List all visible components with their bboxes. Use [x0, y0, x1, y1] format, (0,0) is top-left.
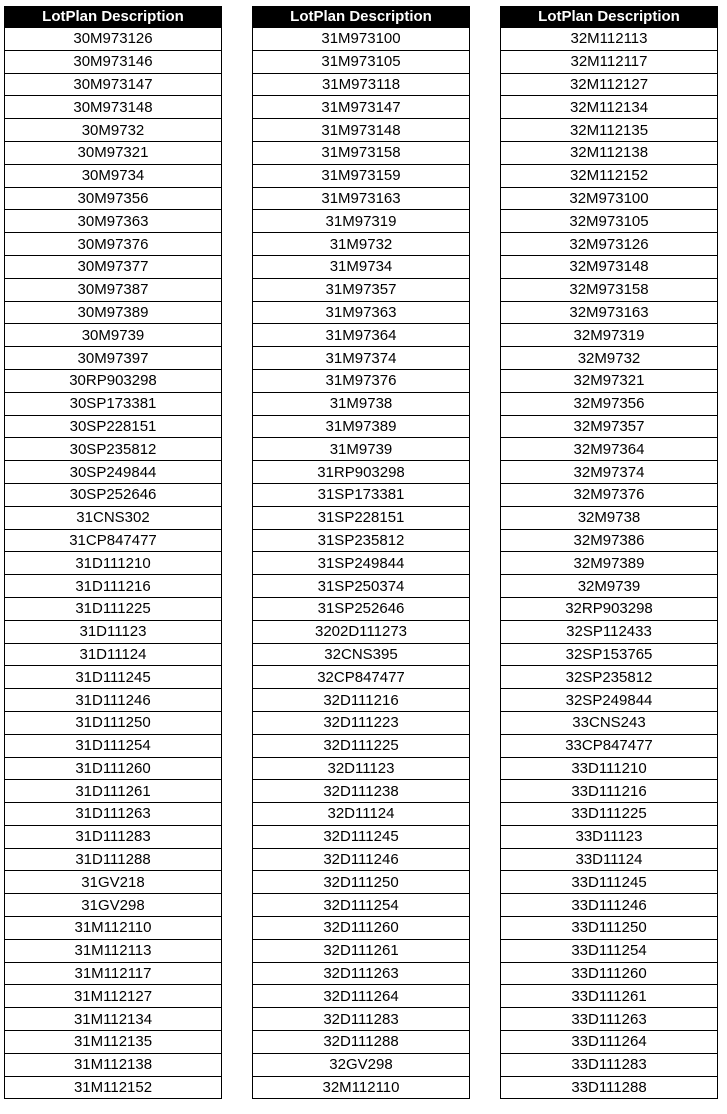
lotplan-cell: 31M112135 — [5, 1031, 222, 1054]
lotplan-cell: 31M973148 — [253, 119, 470, 142]
table-row — [253, 711, 470, 734]
lotplan-cell: 32M97319 — [501, 324, 718, 347]
lotplan-cell: 30M97363 — [5, 210, 222, 233]
lotplan-cell: 30M97397 — [5, 347, 222, 370]
table-row — [5, 187, 222, 210]
lotplan-cell: 32D111254 — [253, 894, 470, 917]
lotplan-cell: 32D111245 — [253, 825, 470, 848]
table-row — [5, 483, 222, 506]
lotplan-cell: 32M97364 — [501, 438, 718, 461]
lotplan-cell: 31D111250 — [5, 711, 222, 734]
table-row — [501, 575, 718, 598]
lotplan-cell: 31GV298 — [5, 894, 222, 917]
lotplan-cell: 31M97363 — [253, 301, 470, 324]
lotplan-cell: 33D111283 — [501, 1053, 718, 1076]
lotplan-cell: 31M112127 — [5, 985, 222, 1008]
lotplan-cell: 32SP235812 — [501, 666, 718, 689]
lotplan-cell: 30M973147 — [5, 73, 222, 96]
table-row — [253, 597, 470, 620]
lotplan-cell: 31D111210 — [5, 552, 222, 575]
lotplan-cell: 32M973163 — [501, 301, 718, 324]
lotplan-cell: 33D111254 — [501, 939, 718, 962]
table-row — [5, 825, 222, 848]
lotplan-cell: 32M973158 — [501, 278, 718, 301]
table-row — [253, 483, 470, 506]
table-row — [5, 529, 222, 552]
table-row — [501, 461, 718, 484]
table-row — [501, 187, 718, 210]
table-row — [253, 461, 470, 484]
lotplan-cell: 32M97386 — [501, 529, 718, 552]
table-row — [501, 1031, 718, 1054]
lotplan-cell: 31D111288 — [5, 848, 222, 871]
table-row — [5, 278, 222, 301]
lotplan-cell: 32M97389 — [501, 552, 718, 575]
lotplan-cell: 30SP235812 — [5, 438, 222, 461]
table-row — [5, 461, 222, 484]
lotplan-cell: 33D111250 — [501, 917, 718, 940]
table-row — [5, 939, 222, 962]
table-row — [253, 871, 470, 894]
table-row — [501, 392, 718, 415]
lotplan-cell: 31D111216 — [5, 575, 222, 598]
table-row — [501, 643, 718, 666]
table-row — [253, 210, 470, 233]
table-row — [501, 28, 718, 51]
table-row — [5, 96, 222, 119]
lotplan-cell: 32M112134 — [501, 96, 718, 119]
table-row — [253, 369, 470, 392]
table-body — [501, 28, 718, 1099]
lotplan-cell: 30M973148 — [5, 96, 222, 119]
table-row — [253, 187, 470, 210]
table-row — [501, 438, 718, 461]
lotplan-cell: 31M112138 — [5, 1053, 222, 1076]
table-row — [5, 734, 222, 757]
table-row — [253, 529, 470, 552]
lotplan-cell: 31SP249844 — [253, 552, 470, 575]
lotplan-cell: 32SP112433 — [501, 620, 718, 643]
table-row — [5, 347, 222, 370]
table-row — [5, 575, 222, 598]
lotplan-cell: 31M97319 — [253, 210, 470, 233]
table-row — [5, 780, 222, 803]
lotplan-cell: 32SP153765 — [501, 643, 718, 666]
lotplan-cell: 32M112135 — [501, 119, 718, 142]
lotplan-cell: 33D11123 — [501, 825, 718, 848]
table-row — [253, 119, 470, 142]
lotplan-cell: 33D111288 — [501, 1076, 718, 1099]
lotplan-cell: 31M973158 — [253, 141, 470, 164]
lotplan-cell: 32M112110 — [253, 1076, 470, 1099]
table-row — [253, 575, 470, 598]
lotplan-cell: 30SP228151 — [5, 415, 222, 438]
lotplan-cell: 32M973148 — [501, 255, 718, 278]
table-row — [253, 392, 470, 415]
lotplan-cell: 31M97389 — [253, 415, 470, 438]
lotplan-cell: 32D111223 — [253, 711, 470, 734]
lotplan-cell: 31M97376 — [253, 369, 470, 392]
table-row — [253, 141, 470, 164]
table-row — [501, 50, 718, 73]
header-row — [501, 7, 718, 28]
lotplan-table-1 — [4, 6, 222, 1099]
table-row — [501, 233, 718, 256]
column-header: LotPlan Description — [253, 7, 470, 28]
table-row — [253, 28, 470, 51]
table-row — [5, 643, 222, 666]
lotplan-cell: 32D11124 — [253, 803, 470, 826]
table-row — [5, 757, 222, 780]
lotplan-cell: 32D111225 — [253, 734, 470, 757]
lotplan-cell: 32M112152 — [501, 164, 718, 187]
table-row — [253, 689, 470, 712]
lotplan-cell: 31M97357 — [253, 278, 470, 301]
table-row — [501, 1053, 718, 1076]
table-row — [501, 848, 718, 871]
lotplan-cell: 30M97321 — [5, 141, 222, 164]
lotplan-cell: 31SP252646 — [253, 597, 470, 620]
lotplan-cell: 30M97377 — [5, 255, 222, 278]
table-row — [501, 689, 718, 712]
table-row — [253, 803, 470, 826]
lotplan-cell: 31GV218 — [5, 871, 222, 894]
table-row — [253, 233, 470, 256]
lotplan-cell: 32D111260 — [253, 917, 470, 940]
lotplan-cell: 32CNS395 — [253, 643, 470, 666]
lotplan-cell: 31SP228151 — [253, 506, 470, 529]
table-row — [253, 780, 470, 803]
table-row — [501, 985, 718, 1008]
table-row — [501, 529, 718, 552]
lotplan-cell: 32M112138 — [501, 141, 718, 164]
lotplan-cell: 32M9738 — [501, 506, 718, 529]
lotplan-cell: 31M9738 — [253, 392, 470, 415]
table-row — [5, 848, 222, 871]
lotplan-cell: 3202D111273 — [253, 620, 470, 643]
table-row — [253, 985, 470, 1008]
lotplan-cell: 32GV298 — [253, 1053, 470, 1076]
table-row — [5, 620, 222, 643]
table-row — [5, 73, 222, 96]
table-row — [501, 620, 718, 643]
table-row — [501, 894, 718, 917]
table-row — [501, 119, 718, 142]
lotplan-cell: 31M112152 — [5, 1076, 222, 1099]
lotplan-cell: 30M97376 — [5, 233, 222, 256]
lotplan-cell: 31SP173381 — [253, 483, 470, 506]
table-row — [253, 894, 470, 917]
table-row — [501, 96, 718, 119]
lotplan-cell: 31M97364 — [253, 324, 470, 347]
table-row — [5, 917, 222, 940]
table-row — [5, 28, 222, 51]
lotplan-cell: 31D111263 — [5, 803, 222, 826]
table-row — [253, 848, 470, 871]
table-row — [501, 1008, 718, 1031]
table-row — [501, 962, 718, 985]
table-row — [5, 962, 222, 985]
table-row — [253, 278, 470, 301]
table-body — [253, 28, 470, 1099]
lotplan-cell: 30SP249844 — [5, 461, 222, 484]
table-row — [501, 917, 718, 940]
lotplan-cell: 32M112113 — [501, 28, 718, 51]
lotplan-table-3 — [500, 6, 718, 1099]
table-row — [501, 347, 718, 370]
lotplan-cell: 32M97376 — [501, 483, 718, 506]
table-row — [501, 871, 718, 894]
lotplan-cell: 30M973126 — [5, 28, 222, 51]
lotplan-cell: 32M9732 — [501, 347, 718, 370]
lotplan-cell: 30M973146 — [5, 50, 222, 73]
lotplan-cell: 31D111254 — [5, 734, 222, 757]
lotplan-cell: 31SP235812 — [253, 529, 470, 552]
table-row — [253, 73, 470, 96]
lotplan-cell: 31RP903298 — [253, 461, 470, 484]
table-row — [5, 803, 222, 826]
table-row — [253, 415, 470, 438]
lotplan-cell: 30M97387 — [5, 278, 222, 301]
lotplan-table-2 — [252, 6, 470, 1099]
table-row — [253, 917, 470, 940]
lotplan-cell: 33D111263 — [501, 1008, 718, 1031]
lotplan-cell: 31M973118 — [253, 73, 470, 96]
lotplan-cell: 32SP249844 — [501, 689, 718, 712]
lotplan-cell: 31D111245 — [5, 666, 222, 689]
lotplan-cell: 32M973105 — [501, 210, 718, 233]
table-row — [253, 1076, 470, 1099]
lotplan-cell: 32D111263 — [253, 962, 470, 985]
lotplan-cell: 33D111260 — [501, 962, 718, 985]
lotplan-cell: 31CP847477 — [5, 529, 222, 552]
table-row — [253, 1008, 470, 1031]
table-row — [5, 164, 222, 187]
lotplan-cell: 32M973100 — [501, 187, 718, 210]
table-row — [501, 757, 718, 780]
table-row — [5, 666, 222, 689]
table-row — [253, 438, 470, 461]
lotplan-cell: 32M973126 — [501, 233, 718, 256]
table-row — [501, 415, 718, 438]
table-row — [253, 164, 470, 187]
table-row — [253, 96, 470, 119]
lotplan-cell: 31M9739 — [253, 438, 470, 461]
table-row — [5, 689, 222, 712]
column-header: LotPlan Description — [501, 7, 718, 28]
lotplan-cell: 31M973100 — [253, 28, 470, 51]
table-row — [253, 255, 470, 278]
table-row — [5, 894, 222, 917]
table-row — [253, 825, 470, 848]
table-row — [5, 552, 222, 575]
table-row — [5, 871, 222, 894]
lotplan-cell: 31M9732 — [253, 233, 470, 256]
lotplan-cell: 32D111216 — [253, 689, 470, 712]
table-row — [501, 803, 718, 826]
lotplan-cell: 31M9734 — [253, 255, 470, 278]
lotplan-cell: 32M9739 — [501, 575, 718, 598]
table-row — [253, 939, 470, 962]
table-row — [253, 734, 470, 757]
table-row — [501, 825, 718, 848]
table-row — [5, 506, 222, 529]
table-row — [253, 1031, 470, 1054]
table-row — [5, 119, 222, 142]
lotplan-cell: 31M97374 — [253, 347, 470, 370]
table-row — [253, 666, 470, 689]
header-row — [5, 7, 222, 28]
table-row — [5, 415, 222, 438]
lotplan-cell: 30M97356 — [5, 187, 222, 210]
lotplan-cell: 31D111261 — [5, 780, 222, 803]
table-row — [501, 278, 718, 301]
lotplan-cell: 31D11124 — [5, 643, 222, 666]
lotplan-cell: 31D111246 — [5, 689, 222, 712]
table-row — [501, 666, 718, 689]
table-row — [501, 483, 718, 506]
lotplan-cell: 30M9732 — [5, 119, 222, 142]
table-row — [5, 233, 222, 256]
lotplan-cell: 33D111210 — [501, 757, 718, 780]
lotplan-cell: 31D11123 — [5, 620, 222, 643]
lotplan-cell: 32RP903298 — [501, 597, 718, 620]
lotplan-cell: 31M112117 — [5, 962, 222, 985]
table-row — [5, 369, 222, 392]
table-row — [5, 50, 222, 73]
lotplan-cell: 31M112113 — [5, 939, 222, 962]
table-row — [253, 1053, 470, 1076]
table-row — [5, 392, 222, 415]
lotplan-cell: 33D111246 — [501, 894, 718, 917]
lotplan-cell: 33D111216 — [501, 780, 718, 803]
lotplan-cell: 30M9739 — [5, 324, 222, 347]
lotplan-cell: 33D111261 — [501, 985, 718, 1008]
lotplan-cell: 31CNS302 — [5, 506, 222, 529]
lotplan-cell: 31M973159 — [253, 164, 470, 187]
lotplan-cell: 31SP250374 — [253, 575, 470, 598]
lotplan-cell: 30SP252646 — [5, 483, 222, 506]
lotplan-cell: 32D11123 — [253, 757, 470, 780]
lotplan-cell: 32CP847477 — [253, 666, 470, 689]
table-row — [253, 506, 470, 529]
table-row — [253, 50, 470, 73]
table-row — [501, 210, 718, 233]
lotplan-cell: 31M973147 — [253, 96, 470, 119]
lotplan-cell: 33CP847477 — [501, 734, 718, 757]
lotplan-cell: 32D111238 — [253, 780, 470, 803]
table-row — [253, 347, 470, 370]
lotplan-cell: 31D111260 — [5, 757, 222, 780]
table-row — [501, 597, 718, 620]
table-row — [501, 255, 718, 278]
lotplan-cell: 33D111264 — [501, 1031, 718, 1054]
lotplan-cell: 30M9734 — [5, 164, 222, 187]
lotplan-cell: 33D111245 — [501, 871, 718, 894]
table-row — [253, 301, 470, 324]
table-row — [5, 255, 222, 278]
table-row — [5, 597, 222, 620]
lotplan-cell: 30M97389 — [5, 301, 222, 324]
lotplan-cell: 32D111264 — [253, 985, 470, 1008]
table-row — [5, 301, 222, 324]
lotplan-cell: 31M973163 — [253, 187, 470, 210]
table-row — [5, 711, 222, 734]
lotplan-cell: 32M97356 — [501, 392, 718, 415]
table-row — [501, 301, 718, 324]
table-row — [253, 757, 470, 780]
table-row — [501, 73, 718, 96]
table-body — [5, 28, 222, 1099]
table-row — [501, 369, 718, 392]
lotplan-cell: 32M97357 — [501, 415, 718, 438]
table-row — [5, 438, 222, 461]
table-row — [253, 962, 470, 985]
table-row — [253, 324, 470, 347]
table-row — [501, 711, 718, 734]
table-row — [5, 1076, 222, 1099]
lotplan-cell: 31D111283 — [5, 825, 222, 848]
lotplan-cell: 31M112110 — [5, 917, 222, 940]
table-row — [501, 552, 718, 575]
table-row — [253, 552, 470, 575]
lotplan-cell: 31M112134 — [5, 1008, 222, 1031]
lotplan-cell: 33D111225 — [501, 803, 718, 826]
table-row — [501, 141, 718, 164]
table-row — [253, 620, 470, 643]
lotplan-cell: 32M112127 — [501, 73, 718, 96]
lotplan-cell: 30SP173381 — [5, 392, 222, 415]
lotplan-cell: 32D111250 — [253, 871, 470, 894]
lotplan-cell: 31D111225 — [5, 597, 222, 620]
lotplan-cell: 31M973105 — [253, 50, 470, 73]
lotplan-cell: 32D111283 — [253, 1008, 470, 1031]
lotplan-cell: 32D111246 — [253, 848, 470, 871]
table-row — [5, 1031, 222, 1054]
lotplan-cell: 33CNS243 — [501, 711, 718, 734]
lotplan-cell: 33D11124 — [501, 848, 718, 871]
lotplan-cell: 32D111288 — [253, 1031, 470, 1054]
table-row — [501, 1076, 718, 1099]
table-row — [501, 164, 718, 187]
table-row — [5, 141, 222, 164]
lotplan-cell: 30RP903298 — [5, 369, 222, 392]
column-header: LotPlan Description — [5, 7, 222, 28]
lotplan-cell: 32M97321 — [501, 369, 718, 392]
table-row — [5, 324, 222, 347]
table-row — [253, 643, 470, 666]
lotplan-cell: 32D111261 — [253, 939, 470, 962]
table-row — [501, 939, 718, 962]
table-row — [501, 734, 718, 757]
table-row — [5, 985, 222, 1008]
header-row — [253, 7, 470, 28]
table-row — [501, 780, 718, 803]
table-row — [501, 324, 718, 347]
lotplan-cell: 32M97374 — [501, 461, 718, 484]
table-row — [5, 1008, 222, 1031]
table-row — [5, 1053, 222, 1076]
table-row — [5, 210, 222, 233]
table-row — [501, 506, 718, 529]
lotplan-cell: 32M112117 — [501, 50, 718, 73]
